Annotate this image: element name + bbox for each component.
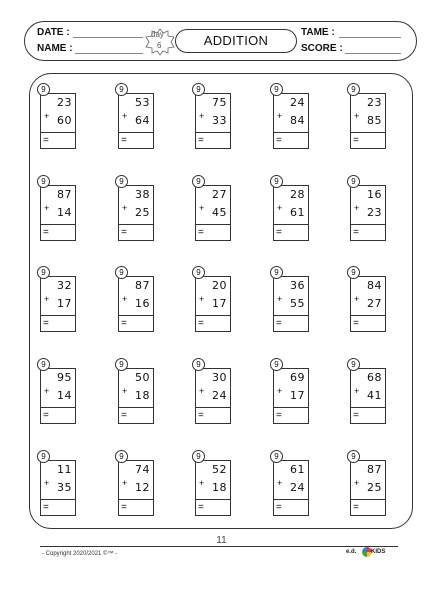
problem-badge: 9 [192,83,205,96]
logo-kids-text: KIDS [371,549,386,555]
plus-sign: + [122,111,128,121]
answer-field[interactable] [274,315,308,332]
addition-problem [350,175,386,251]
answer-field[interactable] [196,407,230,424]
equals-sign: = [198,227,204,238]
equals-sign: = [43,227,49,238]
problem-box [273,460,309,516]
addition-problem [350,83,386,159]
equals-sign: = [198,410,204,421]
second-addend: 85 [367,114,382,127]
addition-problem [195,83,231,159]
problem-badge: 9 [115,450,128,463]
first-addend: 11 [57,463,72,476]
equals-sign: = [121,410,127,421]
problem-box [273,185,309,241]
second-addend: 18 [135,389,150,402]
first-addend: 68 [367,371,382,384]
plus-sign: + [122,203,128,213]
problem-badge: 9 [270,175,283,188]
problem-box [195,276,231,332]
plus-sign: + [354,203,360,213]
problem-box [118,368,154,424]
problem-badge: 9 [347,175,360,188]
addition-problem [118,450,154,526]
answer-field[interactable] [274,499,308,516]
second-addend: 14 [57,389,72,402]
second-addend: 17 [57,297,72,310]
plus-sign: + [44,478,50,488]
first-addend: 95 [57,371,72,384]
first-addend: 23 [367,96,382,109]
problem-badge: 9 [270,358,283,371]
second-addend: 61 [290,206,305,219]
problem-badge: 9 [192,175,205,188]
problem-badge: 9 [115,266,128,279]
plus-sign: + [354,386,360,396]
plus-sign: + [122,294,128,304]
second-addend: 17 [212,297,227,310]
equals-sign: = [276,502,282,513]
equals-sign: = [276,410,282,421]
addition-problem [40,450,76,526]
second-addend: 41 [367,389,382,402]
equals-sign: = [121,227,127,238]
page-number: 11 [216,535,227,546]
first-addend: 84 [367,279,382,292]
worksheet-header [24,21,417,61]
second-addend: 25 [367,481,382,494]
problem-badge: 9 [270,83,283,96]
date-field[interactable] [73,37,143,38]
day-label: day [151,30,164,39]
equals-sign: = [121,135,127,146]
second-addend: 27 [367,297,382,310]
answer-field[interactable] [41,407,75,424]
problem-badge: 9 [192,266,205,279]
problem-badge: 9 [37,358,50,371]
problem-badge: 9 [347,450,360,463]
answer-field[interactable] [119,132,153,149]
addition-problem [40,266,76,342]
answer-field[interactable] [41,132,75,149]
second-addend: 84 [290,114,305,127]
addition-problem [273,83,309,159]
answer-field[interactable] [274,407,308,424]
answer-field[interactable] [351,315,385,332]
addition-problem [195,266,231,342]
answer-field[interactable] [119,499,153,516]
second-addend: 45 [212,206,227,219]
addition-problem [273,450,309,526]
addition-problem [350,450,386,526]
problem-box [118,460,154,516]
footer-divider [40,546,398,547]
first-addend: 52 [212,463,227,476]
copyright-text: - Copyright 2020/2021 ©™ - [42,551,118,557]
problem-badge: 9 [270,266,283,279]
equals-sign: = [198,502,204,513]
answer-field[interactable] [196,315,230,332]
addition-problem [118,175,154,251]
first-addend: 61 [290,463,305,476]
equals-sign: = [43,502,49,513]
addition-problem [195,175,231,251]
problem-box [40,460,76,516]
problem-badge: 9 [37,83,50,96]
addition-problem [40,358,76,434]
plus-sign: + [199,386,205,396]
second-addend: 60 [57,114,72,127]
first-addend: 69 [290,371,305,384]
tame-label: TAME : [301,27,335,38]
problem-badge: 9 [37,266,50,279]
problem-box [195,185,231,241]
day-badge [143,28,177,56]
answer-field[interactable] [351,407,385,424]
problem-box [350,460,386,516]
equals-sign: = [43,410,49,421]
problem-badge: 9 [347,266,360,279]
first-addend: 50 [135,371,150,384]
second-addend: 25 [135,206,150,219]
plus-sign: + [199,203,205,213]
plus-sign: + [199,478,205,488]
problem-box [118,93,154,149]
score-label: SCORE : [301,43,343,54]
answer-field[interactable] [196,132,230,149]
problem-box [273,368,309,424]
problem-badge: 9 [115,83,128,96]
second-addend: 18 [212,481,227,494]
second-addend: 64 [135,114,150,127]
problem-box [40,368,76,424]
equals-sign: = [198,318,204,329]
first-addend: 16 [367,188,382,201]
first-addend: 74 [135,463,150,476]
problem-box [118,276,154,332]
first-addend: 38 [135,188,150,201]
answer-field[interactable] [351,224,385,241]
addition-problem [118,83,154,159]
answer-field[interactable] [196,224,230,241]
plus-sign: + [44,203,50,213]
answer-field[interactable] [274,132,308,149]
problem-badge: 9 [37,450,50,463]
problem-badge: 9 [192,358,205,371]
plus-sign: + [277,294,283,304]
plus-sign: + [199,111,205,121]
plus-sign: + [277,111,283,121]
problem-box [40,93,76,149]
addition-problem [195,358,231,434]
addition-problem [273,358,309,434]
answer-field[interactable] [196,499,230,516]
equals-sign: = [353,135,359,146]
problem-box [350,368,386,424]
first-addend: 32 [57,279,72,292]
answer-field[interactable] [41,499,75,516]
plus-sign: + [354,111,360,121]
first-addend: 87 [57,188,72,201]
equals-sign: = [353,410,359,421]
equals-sign: = [198,135,204,146]
problem-box [195,368,231,424]
problem-box [195,93,231,149]
problem-badge: 9 [270,450,283,463]
answer-field[interactable] [119,407,153,424]
addition-problem [40,83,76,159]
equals-sign: = [121,318,127,329]
first-addend: 20 [212,279,227,292]
problem-badge: 9 [347,358,360,371]
problem-box [273,93,309,149]
day-number: 6 [157,41,162,50]
plus-sign: + [199,294,205,304]
first-addend: 24 [290,96,305,109]
second-addend: 24 [212,389,227,402]
addition-problem [273,175,309,251]
problem-box [40,185,76,241]
problem-box [195,460,231,516]
plus-sign: + [44,386,50,396]
answer-field[interactable] [351,499,385,516]
answer-field[interactable] [41,315,75,332]
score-field[interactable] [345,53,401,54]
date-label: DATE : [37,27,70,38]
plus-sign: + [277,203,283,213]
plus-sign: + [354,294,360,304]
logo-text: e.d. [346,549,357,555]
plus-sign: + [277,386,283,396]
second-addend: 33 [212,114,227,127]
problem-box [350,185,386,241]
first-addend: 23 [57,96,72,109]
equals-sign: = [276,318,282,329]
answer-field[interactable] [119,224,153,241]
problem-box [350,276,386,332]
second-addend: 55 [290,297,305,310]
plus-sign: + [354,478,360,488]
answer-field[interactable] [119,315,153,332]
equals-sign: = [353,227,359,238]
problem-badge: 9 [37,175,50,188]
equals-sign: = [276,135,282,146]
problem-badge: 9 [192,450,205,463]
problem-badge: 9 [115,358,128,371]
second-addend: 14 [57,206,72,219]
answer-field[interactable] [351,132,385,149]
second-addend: 23 [367,206,382,219]
answer-field[interactable] [274,224,308,241]
problem-badge: 9 [347,83,360,96]
plus-sign: + [122,478,128,488]
addition-problem [273,266,309,342]
first-addend: 87 [135,279,150,292]
equals-sign: = [276,227,282,238]
second-addend: 12 [135,481,150,494]
plus-sign: + [44,294,50,304]
answer-field[interactable] [41,224,75,241]
problem-box [40,276,76,332]
problem-box [273,276,309,332]
first-addend: 30 [212,371,227,384]
equals-sign: = [43,318,49,329]
addition-problem [350,358,386,434]
addition-problem [118,358,154,434]
name-field[interactable] [75,53,143,54]
second-addend: 24 [290,481,305,494]
second-addend: 35 [57,481,72,494]
worksheet-title: ADDITION [175,29,297,53]
addition-problem [350,266,386,342]
second-addend: 16 [135,297,150,310]
addition-problem [118,266,154,342]
addition-problem [195,450,231,526]
plus-sign: + [277,478,283,488]
second-addend: 17 [290,389,305,402]
edkids-logo [346,545,398,561]
plus-sign: + [122,386,128,396]
equals-sign: = [353,502,359,513]
first-addend: 87 [367,463,382,476]
first-addend: 53 [135,96,150,109]
first-addend: 27 [212,188,227,201]
first-addend: 28 [290,188,305,201]
problem-box [350,93,386,149]
equals-sign: = [353,318,359,329]
first-addend: 75 [212,96,227,109]
equals-sign: = [121,502,127,513]
problem-badge: 9 [115,175,128,188]
equals-sign: = [43,135,49,146]
first-addend: 36 [290,279,305,292]
problem-box [118,185,154,241]
tame-field[interactable] [339,37,401,38]
plus-sign: + [44,111,50,121]
name-label: NAME : [37,43,73,54]
addition-problem [40,175,76,251]
